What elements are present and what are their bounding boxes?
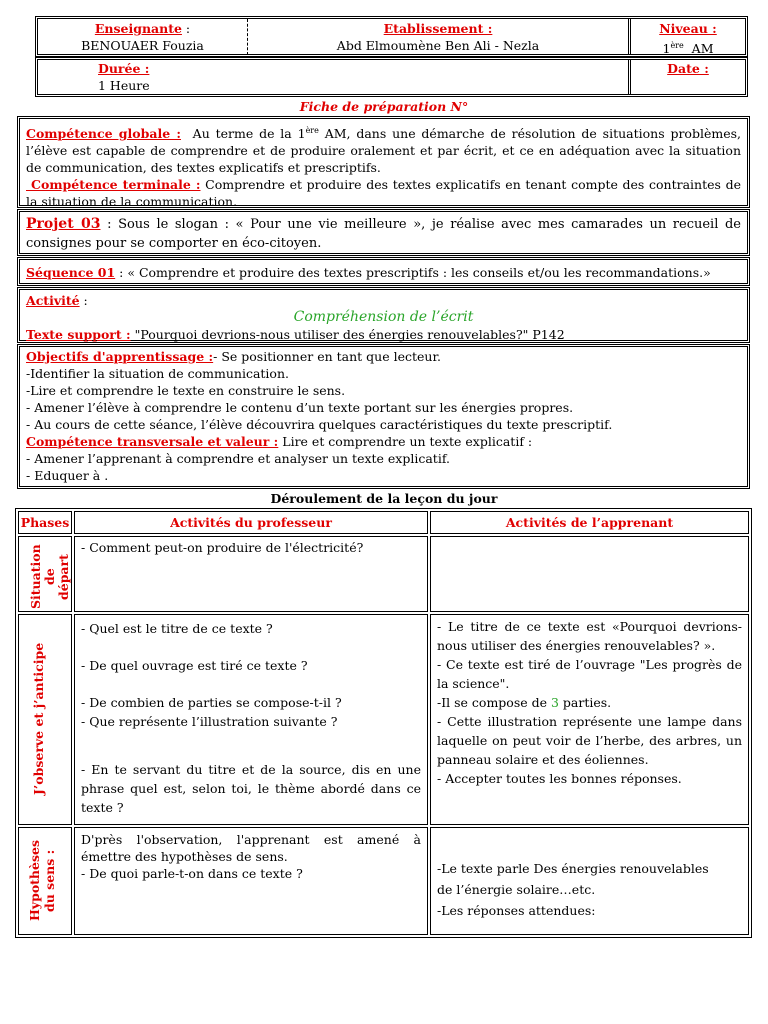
enseignante-name: BENOUAER Fouzia — [81, 38, 204, 53]
phase-cell — [18, 536, 72, 612]
texte-support-value: "Pourquoi devrions-nous utiliser des énergies renouvelables?" P142 — [130, 327, 565, 342]
app-line: - Le titre de ce texte est «Pourquoi devrions-nous utiliser des énergies renouvelables? ». — [437, 619, 742, 653]
app-line: - Ce texte est tiré de l’ouvrage "Les progrès de la science". — [437, 657, 742, 691]
date-block — [632, 60, 744, 77]
prof-line: D'près l'observation, l'apprenant est amené à émettre des hypothèses de sens. — [81, 832, 421, 864]
prof-line: - Que représente l’illustration suivante ? — [81, 714, 338, 729]
objectifs-label: Objectifs d'apprentissage : — [26, 349, 214, 364]
duree-block — [98, 60, 208, 94]
app-line: - Accepter toutes les bonnes réponses. — [437, 771, 682, 786]
activite-box: Activité : Compréhension de l’écrit Texte support : "Pourquoi devrions-nous utiliser des énergies renouvelables?" P142 — [17, 287, 750, 343]
transversale-label: Compétence transversale et valeur : — [26, 434, 279, 449]
date-label: Date : — [667, 61, 709, 76]
sequence-text: : « Comprendre et produire des textes prescriptifs : les conseils et/ou les recommandations.» — [115, 265, 711, 280]
prof-cell — [74, 536, 428, 612]
projet-box — [17, 209, 750, 256]
niveau-value: 1ère AM — [662, 41, 714, 57]
header-divider-dashed — [247, 19, 248, 55]
objectifs-line: - Amener l’apprenant à comprendre et analyser un texte explicatif. — [26, 451, 450, 466]
prof-line: - En te servant du titre et de la source, dis en une phrase quel est, selon toi, le thème abordé dans ce texte ? — [81, 762, 421, 815]
competence-globale-text: AM, dans une démarche de résolution de situations problèmes, l’élève est capable de comprendre et de produire oralement et par écrit, et ce en adéquation avec la situation de communication, des textes explicatifs et prescriptifs. — [26, 126, 741, 176]
prof-line: - De combien de parties se compose-t-il ? — [81, 695, 342, 710]
sequence-box — [17, 257, 750, 286]
niveau-block — [632, 20, 744, 57]
prof-cell — [74, 614, 428, 825]
competence-globale-label: Compétence globale : — [26, 126, 181, 142]
objectifs-line: -Identifier la situation de communication. — [26, 366, 289, 381]
etablissement-block — [250, 20, 626, 54]
app-cell — [430, 614, 749, 825]
objectifs-line: -Lire et comprendre le texte en construire le sens. — [26, 383, 346, 398]
phase-label: Situation de départ — [28, 544, 71, 609]
phase-label: Hypothèses du sens : — [27, 840, 57, 922]
projet-label: Projet 03 — [26, 216, 101, 232]
app-cell — [430, 536, 749, 612]
objectifs-box: Objectifs d'apprentissage :- Se positionner en tant que lecteur. -Identifier la situation de communication. -Lire et comprendre le texte en construire le sens. - Amener l’élève à comprendre le contenu d’un texte portant sur les énergies propres. - Au cours de cette séance, l’élève découvrira quelques caractéristiques du texte prescriptif. Compétence transversale et valeur : Lire et comprendre un texte explicatif : - Amener l’apprenant à comprendre et analyser un texte explicatif. - Eduquer à . — [17, 344, 750, 489]
app-cell — [430, 827, 749, 935]
niveau-label: Niveau : — [659, 21, 717, 36]
phase-cell — [18, 827, 72, 935]
texte-support-label: Texte support : — [26, 327, 131, 342]
competence-terminale-label: Compétence terminale : — [26, 177, 201, 193]
duree-label: Durée : — [98, 61, 150, 76]
phase-label: J’observe et j’anticipe — [31, 642, 46, 795]
app-line: de l’énergie solaire…etc. — [437, 882, 596, 897]
header-divider-date — [628, 60, 631, 95]
objectifs-line: - Eduquer à . — [26, 468, 109, 483]
activite-label: Activité — [26, 293, 80, 308]
objectifs-line: - Amener l’élève à comprendre le contenu d’un texte portant sur les énergies propres. — [26, 400, 574, 415]
competence-terminale-text: Comprendre et produire des textes explicatifs en tenant compte des contraintes de la situation de la communication. — [26, 177, 741, 210]
sequence-label: Séquence 01 — [26, 265, 116, 280]
prof-line: - Quel est le titre de ce texte ? — [81, 621, 273, 636]
prof-cell — [74, 827, 428, 935]
prof-line: - Comment peut-on produire de l'électricité? — [81, 540, 364, 555]
competences-box: Compétence globale : Au terme de la 1ère AM, dans une démarche de résolution de situations problèmes, l’élève est capable de comprendre et de produire oralement et par écrit, et ce en adéquation avec la situation de communication, des textes explicatifs et prescriptifs. Compétence terminale : Comprendre et produire des textes explicatifs en tenant compte des contraintes de la situation de la communication. — [17, 116, 750, 208]
header-divider-niveau — [628, 19, 631, 55]
col-header-phases: Phases — [18, 511, 72, 534]
fiche-title: Fiche de préparation N° — [299, 99, 469, 114]
etablissement-name: Abd Elmoumène Ben Ali - Nezla — [336, 38, 540, 53]
col-header-prof: Activités du professeur — [74, 511, 428, 534]
app-line: -Il se compose de 3 parties. — [437, 695, 612, 710]
projet-text: : Sous le slogan : « Pour une vie meilleure », je réalise avec mes camarades un recueil de consignes pour se comporter en éco-citoyen. — [26, 217, 741, 251]
app-line: - Cette illustration représente une lampe dans laquelle on peut voir de l’herbe, des arbres, un panneau solaire et des éoliennes. — [437, 714, 742, 767]
col-header-app: Activités de l’apprenant — [430, 511, 749, 534]
app-line: -Les réponses attendues: — [437, 903, 596, 918]
lesson-title: Déroulement de la leçon du jour — [270, 491, 498, 506]
phase-cell — [18, 614, 72, 825]
enseignante-label: Enseignante — [94, 21, 182, 36]
prof-line: - De quel ouvrage est tiré ce texte ? — [81, 658, 308, 673]
objectifs-line: - Au cours de cette séance, l’élève découvrira quelques caractéristiques du texte prescriptif. — [26, 417, 613, 432]
duree-value: 1 Heure — [98, 78, 150, 93]
prof-line: - De quoi parle-t-on dans ce texte ? — [81, 866, 303, 881]
activite-title: Compréhension de l’écrit — [293, 309, 474, 325]
etablissement-label: Etablissement : — [383, 21, 493, 36]
enseignante-block: Enseignante : BENOUAER Fouzia — [40, 20, 245, 54]
app-line: -Le texte parle Des énergies renouvelables — [437, 861, 709, 876]
